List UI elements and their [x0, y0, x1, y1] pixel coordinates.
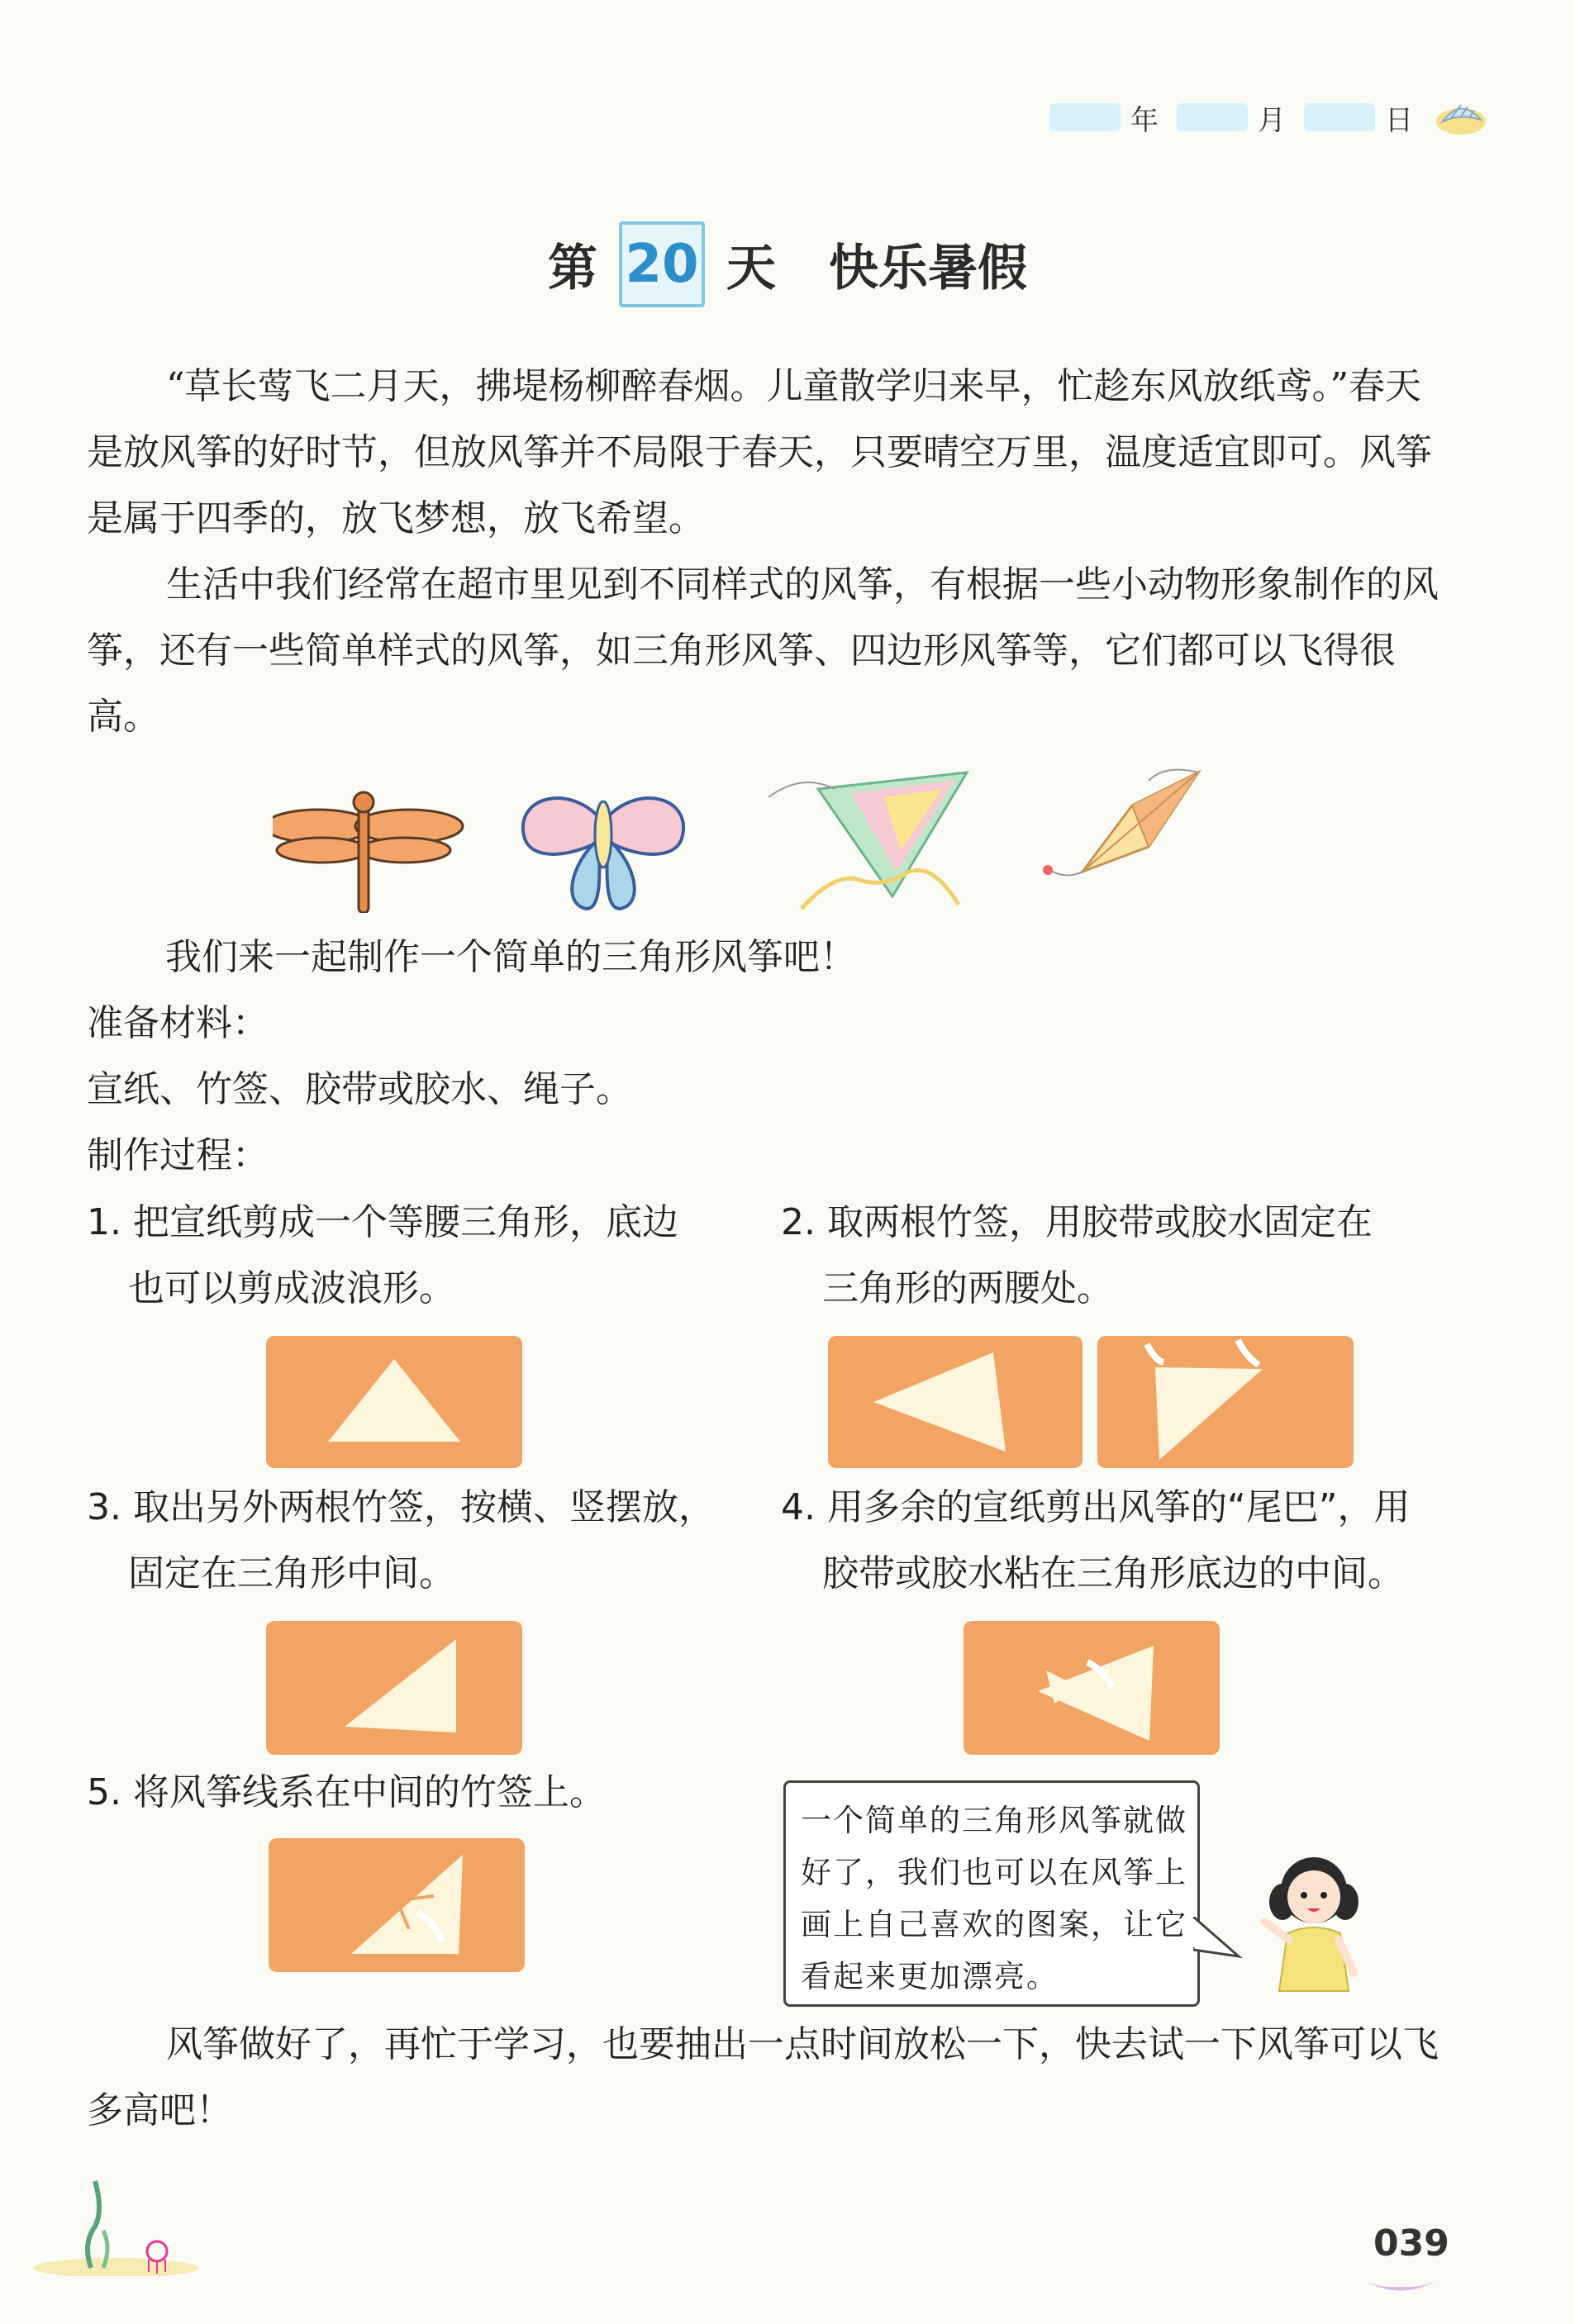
process-label: 制作过程： — [87, 1134, 269, 1176]
invite-text: 我们来一起制作一个简单的三角形风筝吧！ — [165, 936, 856, 978]
seaweed-decoration-icon — [33, 2177, 198, 2276]
step-3-line2: 固定在三角形中间。 — [128, 1552, 455, 1594]
shell-icon — [1431, 97, 1489, 138]
step-2 — [781, 1190, 1373, 1322]
intro-paragraph-2: 生活中我们经常在超市里见到不同样式的风筝，有根据一些小动物形象制作的风筝，还有一些简单样式的风筝，如三角形风筝、四边形风筝等，它们都可以飞得很高。 — [87, 563, 1439, 738]
title-topic: 快乐暑假 — [829, 240, 1027, 297]
day-number-box: 20 — [619, 221, 705, 307]
year-blank[interactable] — [1049, 103, 1121, 131]
step-4-image — [964, 1621, 1220, 1755]
bubble-line-3: 画上自己喜欢的图案，让它 — [801, 1907, 1187, 1942]
step-5 — [87, 1760, 606, 1826]
butterfly-kite-icon — [523, 798, 683, 909]
title-prefix: 第 — [548, 240, 597, 297]
materials-label: 准备材料： — [87, 1002, 269, 1044]
step-2-line1: 2. 取两根竹签，用胶带或胶水固定在 — [781, 1201, 1373, 1243]
step-1-line2: 也可以剪成波浪形。 — [128, 1267, 455, 1309]
title-suffix: 天 — [726, 240, 776, 297]
intro-paragraph-1: “草长莺飞二月天，拂堤杨柳醉春烟。儿童散学归来早，忙趁东风放纸鸢。”春天是放风筝的好时节，但放风筝并不局限于春天，只要晴空万里，温度适宜即可。风筝是属于四季的，放飞梦想，放飞希望。 — [87, 365, 1432, 539]
step-1-image — [266, 1336, 522, 1468]
month-label: 月 — [1258, 103, 1286, 137]
kite-illustrations — [273, 764, 1264, 913]
day-label: 日 — [1385, 103, 1413, 137]
step-3 — [87, 1475, 715, 1607]
year-label: 年 — [1130, 103, 1159, 137]
step-2-image-a — [828, 1336, 1083, 1468]
step-4-line2: 胶带或胶水粘在三角形底边的中间。 — [822, 1552, 1404, 1594]
step-4-line1: 4. 用多余的宣纸剪出风筝的“尾巴”，用 — [781, 1486, 1411, 1528]
page-title — [0, 221, 1575, 307]
step-1 — [87, 1190, 678, 1322]
step-3-image — [266, 1621, 522, 1755]
step-5-image — [269, 1838, 525, 1972]
step-2-image-b — [1097, 1336, 1354, 1468]
step-3-line1: 3. 取出另外两根竹签，按横、竖摆放， — [87, 1486, 715, 1528]
step-4 — [781, 1475, 1411, 1607]
triangle-kite-icon — [768, 772, 967, 909]
day-blank[interactable] — [1304, 103, 1375, 131]
step-1-line1: 1. 把宣纸剪成一个等腰三角形，底边 — [87, 1201, 678, 1243]
closing-paragraph: 风筝做好了，再忙于学习，也要抽出一点时间放松一下，快去试一下风筝可以飞多高吧！ — [87, 2023, 1439, 2132]
speech-bubble — [783, 1780, 1200, 2007]
bubble-text — [801, 1794, 1189, 2003]
step-2-line2: 三角形的两腰处。 — [822, 1267, 1113, 1309]
diamond-kite-icon — [1043, 770, 1198, 876]
bubble-line-4: 看起来更加漂亮。 — [801, 1959, 1059, 1994]
date-header — [1049, 93, 1489, 142]
bubble-line-2: 好了，我们也可以在风筝上 — [801, 1855, 1187, 1890]
dragonfly-kite-icon — [273, 792, 463, 913]
materials-items: 宣纸、竹签、胶带或胶水、绳子。 — [87, 1068, 632, 1110]
girl-illustration-icon — [1248, 1842, 1380, 2008]
intro-text — [87, 354, 1442, 750]
month-blank[interactable] — [1177, 103, 1248, 131]
page-number: 039 — [1373, 2222, 1449, 2265]
step-5-line1: 5. 将风筝线系在中间的竹签上。 — [87, 1771, 606, 1813]
closing-text — [87, 2012, 1442, 2144]
bubble-tail-icon — [1193, 1917, 1243, 1966]
bubble-line-1: 一个简单的三角形风筝就做 — [801, 1803, 1187, 1838]
